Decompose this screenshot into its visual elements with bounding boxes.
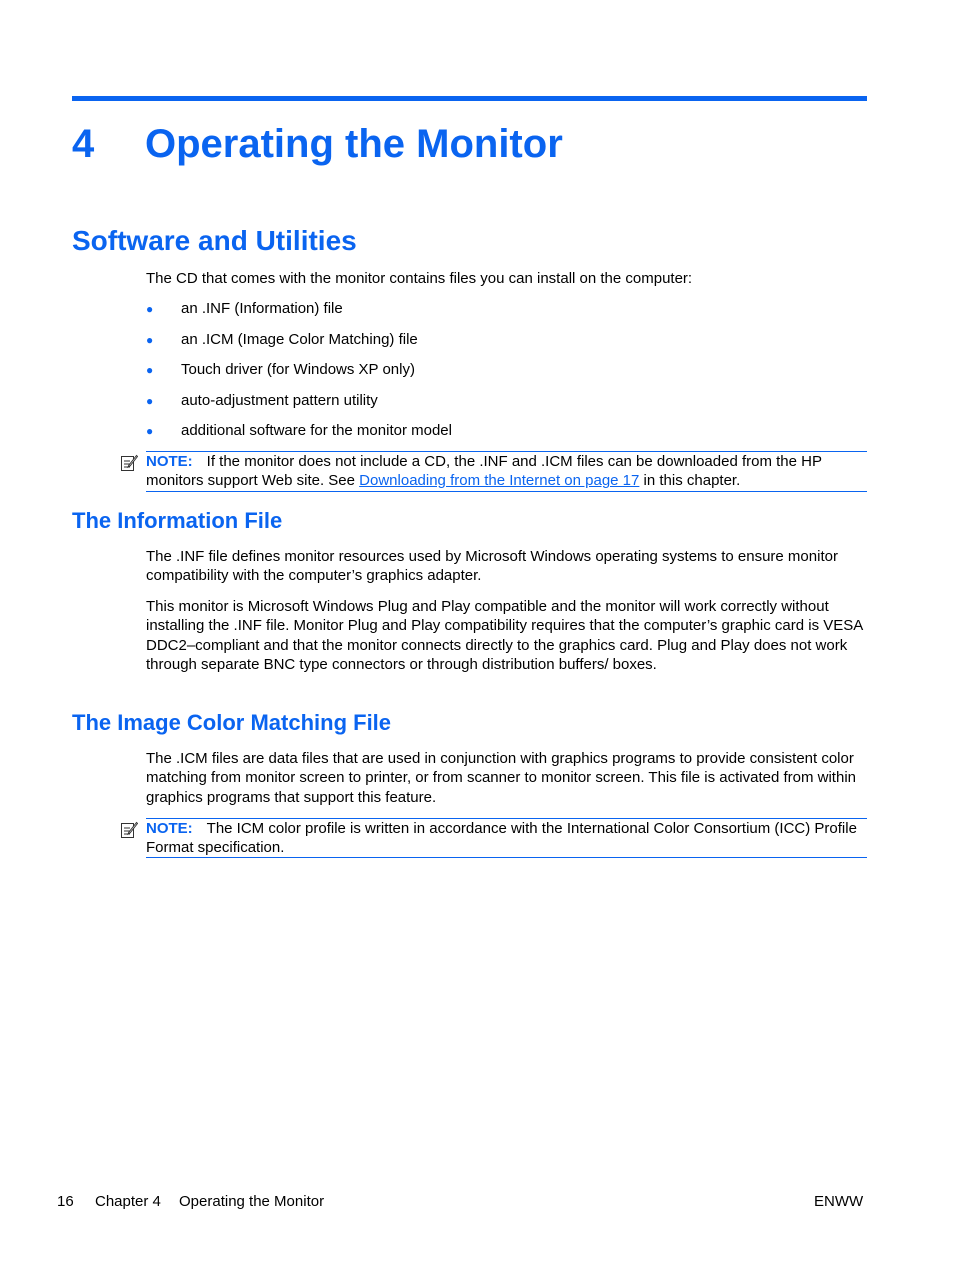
list-item: an .INF (Information) file xyxy=(181,300,343,317)
link-downloading-internet[interactable]: Downloading from the Internet on page 17 xyxy=(359,472,640,490)
section-heading-software: Software and Utilities xyxy=(72,225,357,256)
bullet-icon: ● xyxy=(146,424,154,438)
list-item: additional software for the monitor model xyxy=(181,422,452,439)
note-label: NOTE: xyxy=(146,453,193,470)
footer-enww: ENWW xyxy=(814,1193,864,1210)
chapter-rule xyxy=(72,96,867,101)
footer-chapter-ref: Chapter 4 xyxy=(95,1193,161,1210)
section-intro: The CD that comes with the monitor contains files you can install on the computer: xyxy=(146,270,693,287)
note-text: The ICM color profile is written in accordance with the International Color Consortium (ICC) Profile Format specification. xyxy=(146,820,857,857)
note-box xyxy=(146,451,867,492)
note-icon xyxy=(120,821,138,839)
note-label: NOTE: xyxy=(146,820,193,837)
page-number: 16 xyxy=(57,1193,74,1210)
bullet-icon: ● xyxy=(146,363,154,377)
paragraph: The .ICM files are data files that are used in conjunction with graphics programs to provide consistent color matching from monitor screen to printer, or from scanner to monitor screen. This file is activated from within graphics programs that support this feature. xyxy=(146,750,856,806)
note-icon xyxy=(120,454,138,472)
list-item: an .ICM (Image Color Matching) file xyxy=(181,331,418,348)
chapter-title: Operating the Monitor xyxy=(145,122,563,166)
note-box xyxy=(146,818,867,858)
section-heading-icm-file: The Image Color Matching File xyxy=(72,710,392,735)
list-item: Touch driver (for Windows XP only) xyxy=(181,361,415,378)
paragraph: The .INF file defines monitor resources used by Microsoft Windows operating systems to ensure monitor compatibility with the computer’s graphics adapter. xyxy=(146,548,838,585)
footer-chapter-title: Operating the Monitor xyxy=(179,1193,325,1210)
chapter-number: 4 xyxy=(72,122,95,166)
list-item: auto-adjustment pattern utility xyxy=(181,392,378,409)
paragraph: This monitor is Microsoft Windows Plug and Play compatible and the monitor will work correctly without installing the .INF file. Monitor Plug and Play compatibility requires that the computer’s graphic card is VESA DDC2–compliant and that the monitor connects directly to the graphics card. Plug and Play does not work through separate BNC type connectors or through distribution buffers/ boxes. xyxy=(146,598,863,674)
bullet-icon: ● xyxy=(146,333,154,347)
note-text: If the monitor does not include a CD, the .INF and .ICM files can be downloaded from the HP monitors support Web site. See xyxy=(146,453,822,490)
bullet-icon: ● xyxy=(146,394,154,408)
note-text-after: in this chapter. xyxy=(639,472,741,490)
section-heading-information-file: The Information File xyxy=(72,508,283,533)
bullet-icon: ● xyxy=(146,302,154,316)
